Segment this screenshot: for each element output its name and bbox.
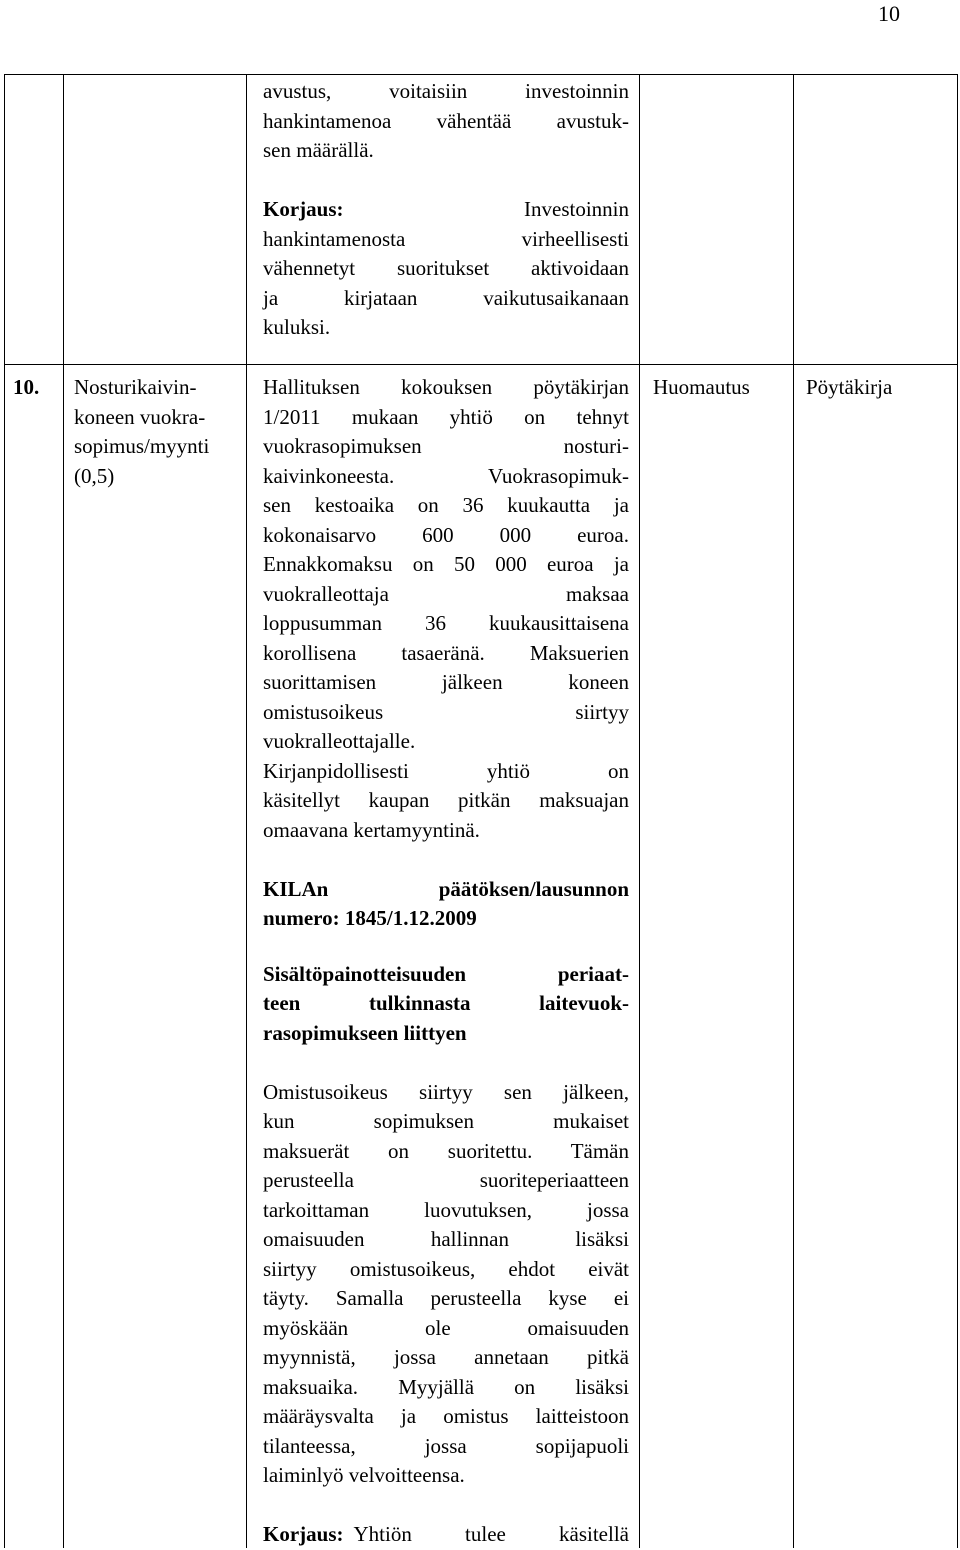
text-line: myöskään ole omaisuuden bbox=[263, 1315, 629, 1340]
text-line: kokonaisarvo 600 000 euroa. bbox=[263, 522, 629, 547]
text-line: (0,5) bbox=[74, 463, 115, 488]
text-line: sen kestoaika on 36 kuukautta ja bbox=[263, 493, 629, 517]
text-line: maksuaika. Myyjällä on lisäksi bbox=[263, 1374, 629, 1399]
text-line: myynnistä, jossa annetaan pitkä bbox=[263, 1345, 629, 1369]
section-heading: Sisältöpainotteisuuden periaat- bbox=[263, 961, 629, 986]
text-line: Yhtiön tulee käsitellä bbox=[353, 1522, 629, 1546]
text-line: täyty. Samalla perusteella kyse ei bbox=[263, 1286, 629, 1310]
text-line: ja kirjataan vaikutusaikanaan bbox=[263, 285, 629, 310]
text-line: määräysvalta ja omistus laitteistoon bbox=[263, 1404, 629, 1428]
section-heading: teen tulkinnasta laitevuok- bbox=[263, 991, 629, 1015]
text-line: kaivinkoneesta. Vuokrasopimuk- bbox=[263, 463, 629, 488]
text-line: vuokralleottaja maksaa bbox=[263, 581, 629, 606]
row-description bbox=[263, 373, 629, 1550]
text-line: maksuerät on suoritettu. Tämän bbox=[263, 1138, 629, 1163]
text-line: korollisena tasaeränä. Maksuerien bbox=[263, 640, 629, 665]
row-topic bbox=[74, 373, 242, 491]
text-line: laiminlyö velvoitteensa. bbox=[263, 1463, 465, 1487]
text-line: koneen vuokra- bbox=[74, 404, 206, 429]
korjaus-line bbox=[263, 1520, 629, 1550]
text-line: omaisuuden hallinnan lisäksi bbox=[263, 1227, 629, 1251]
text-line: vuokralleottajalle. bbox=[263, 729, 416, 753]
kila-reference: KILAn päätöksen/lausunnon bbox=[263, 876, 629, 901]
text-line: sen määrällä. bbox=[263, 138, 374, 162]
text-line: Investoinnin bbox=[524, 197, 629, 221]
row-separator bbox=[4, 364, 958, 365]
text-line: perusteella suoriteperiaatteen bbox=[263, 1168, 629, 1192]
text-line: tarkoittaman luovutuksen, jossa bbox=[263, 1197, 629, 1222]
korjaus-first-line bbox=[263, 195, 629, 225]
text-line: Ennakkomaksu on 50 000 euroa ja bbox=[263, 552, 629, 576]
korjaus-label: Korjaus: bbox=[263, 1522, 344, 1546]
column-divider-4 bbox=[793, 74, 794, 1548]
text-line: Omistusoikeus siirtyy sen jälkeen, bbox=[263, 1079, 629, 1104]
row-number: 10. bbox=[13, 375, 40, 399]
text-line: kuluksi. bbox=[263, 315, 331, 339]
finding-source: Pöytäkirja bbox=[806, 375, 893, 399]
text-line: 1/2011 mukaan yhtiö on tehnyt bbox=[263, 404, 629, 429]
column-divider-2 bbox=[246, 74, 247, 1548]
prev-row-description bbox=[263, 77, 629, 343]
table-left-border bbox=[4, 74, 5, 1548]
text-line: suorittamisen jälkeen koneen bbox=[263, 670, 629, 694]
text-line: siirtyy omistusoikeus, ehdot eivät bbox=[263, 1256, 629, 1281]
text-line: Hallituksen kokouksen pöytäkirjan bbox=[263, 375, 629, 399]
kila-reference: numero: 1845/1.12.2009 bbox=[263, 906, 477, 930]
text-line: omistusoikeus siirtyy bbox=[263, 699, 629, 724]
section-heading: rasopimukseen liittyen bbox=[263, 1020, 467, 1045]
page-number: 10 bbox=[878, 1, 900, 26]
text-line: sopimus/myynti bbox=[74, 434, 210, 458]
text-line: loppusumman 36 kuukausittaisena bbox=[263, 611, 629, 635]
table-top-border bbox=[4, 74, 958, 75]
text-line: käsitellyt kaupan pitkän maksuajan bbox=[263, 788, 629, 812]
text-line: tilanteessa, jossa sopijapuoli bbox=[263, 1433, 629, 1458]
finding-type: Huomautus bbox=[653, 375, 750, 399]
column-divider-1 bbox=[63, 74, 64, 1548]
text-line: vuokrasopimuksen nosturi- bbox=[263, 434, 629, 458]
text-line: hankintamenoa vähentää avustuk- bbox=[263, 108, 629, 133]
table-right-border bbox=[957, 74, 958, 1548]
text-line: Nosturikaivin- bbox=[74, 375, 197, 399]
text-line: Kirjanpidollisesti yhtiö on bbox=[263, 758, 629, 783]
text-line: avustus, voitaisiin investoinnin bbox=[263, 79, 629, 103]
text-line: omaavana kertamyyntinä. bbox=[263, 817, 480, 842]
text-line: hankintamenosta virheellisesti bbox=[263, 226, 629, 251]
column-divider-3 bbox=[639, 74, 640, 1548]
korjaus-label: Korjaus: bbox=[263, 197, 344, 221]
text-line: vähennetyt suoritukset aktivoidaan bbox=[263, 256, 629, 280]
text-line: kun sopimuksen mukaiset bbox=[263, 1109, 629, 1133]
